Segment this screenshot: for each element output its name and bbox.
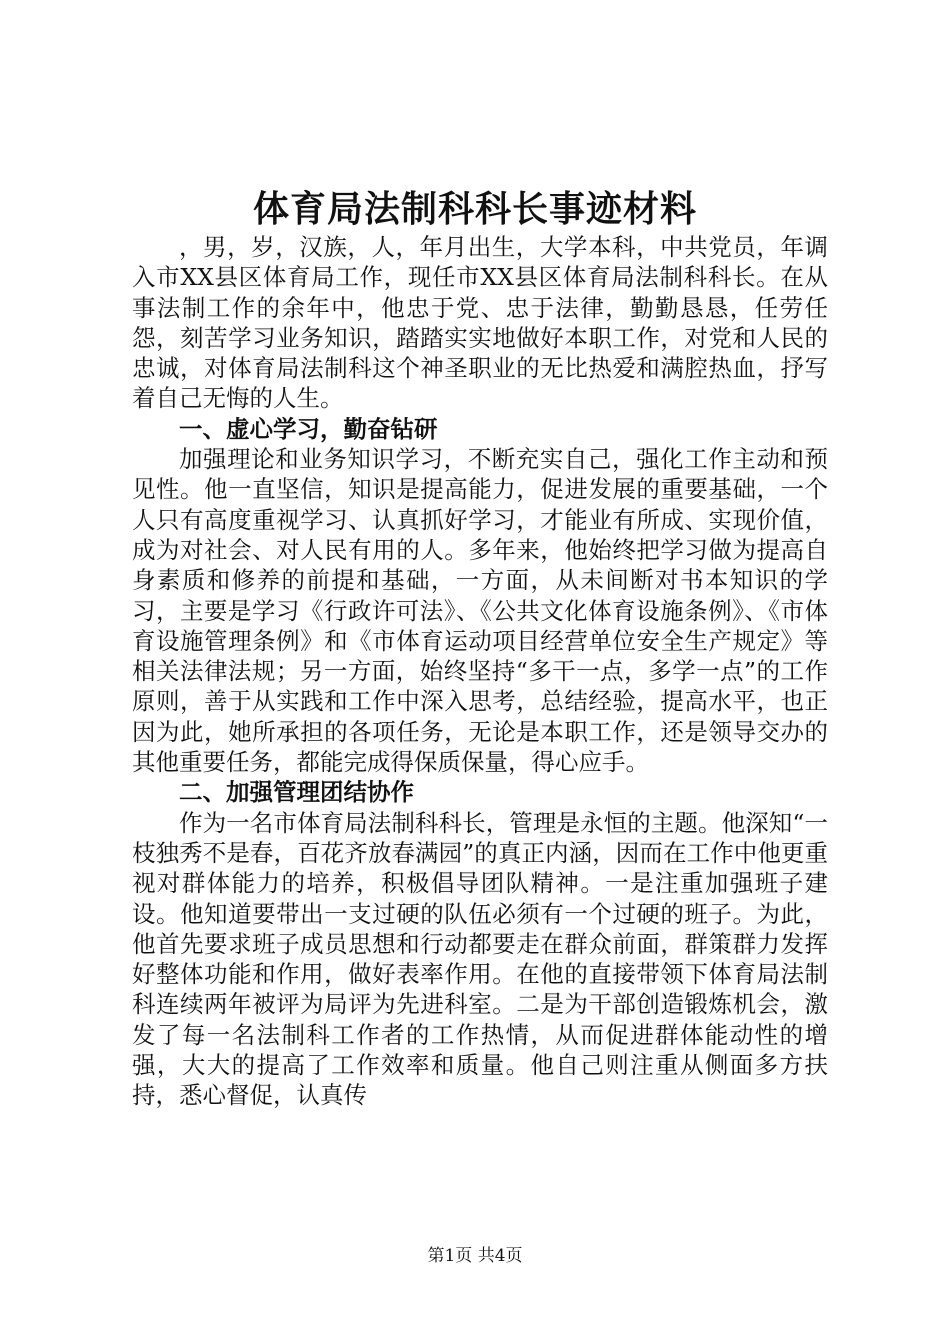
section-paragraph-1: 加强理论和业务知识学习，不断充实自己，强化工作主动和预见性。他一直坚信，知识是提高能力，促进发展的重要基础，一个人只有高度重视学习、认真抓好学习，才能业有所成、实现价值，成为对社会、对人民有用的人。多年来，他始终把学习做为提高自身素质和修养的前提和基础，一方面，从未间断对书本知识的学习，主要是学习《行政许可法》、《公共文化体育设施条例》、《市体育设施管理条例》和《市体育运动项目经营单位安全生产规定》等相关法律法规；另一方面，始终坚持“多干一点，多学一点”的工作原则，善于从实践和工作中深入思考，总结经验，提高水平，也正因为此，她所承担的各项任务，无论是本职工作，还是领导交办的其他重要任务，都能完成得保质保量，得心应手。	[132, 445, 828, 777]
page-footer: 第1页 共4页	[427, 1246, 523, 1266]
page-title: 体育局法制科科长事迹材料	[252, 188, 697, 230]
section-paragraph-2: 作为一名市体育局法制科科长，管理是永恒的主题。他深知“一枝独秀不是春，百花齐放春满园”的真正内涵，因而在工作中他更重视对群体能力的培养，积极倡导团队精神。一是注重加强班子建设。他知道要带出一支过硬的队伍必须有一个过硬的班子。为此，他首先要求班子成员思想和行动都要走在群众前面，群策群力发挥好整体功能和作用，做好表率作用。在他的直接带领下体育局法制科连续两年被评为局评为先进科室。二是为干部创造锻炼机会，激发了每一名法制科工作者的工作热情，从而促进群体能动性的增强，大大的提高了工作效率和质量。他自己则注重从侧面多方扶持，悉心督促，认真传	[132, 808, 828, 1110]
section-heading-1: 一、虚心学习，勤奋钻研	[179, 414, 438, 443]
section-heading-2: 二、加强管理团结协作	[179, 778, 414, 807]
intro-paragraph: ，男，岁，汉族，人，年月出生，大学本科，中共党员，年调入市XX县区体育局工作，现任市XX县区体育局法制科科长。在从事法制工作的余年中，他忠于党、忠于法律，勤勤恳恳，任劳任怨，刻苦学习业务知识，踏踏实实地做好本职工作，对党和人民的忠诚，对体育局法制科这个神圣职业的无比热爱和满腔热血，抒写着自己无悔的人生。	[132, 233, 828, 413]
document-body	[132, 232, 828, 1111]
